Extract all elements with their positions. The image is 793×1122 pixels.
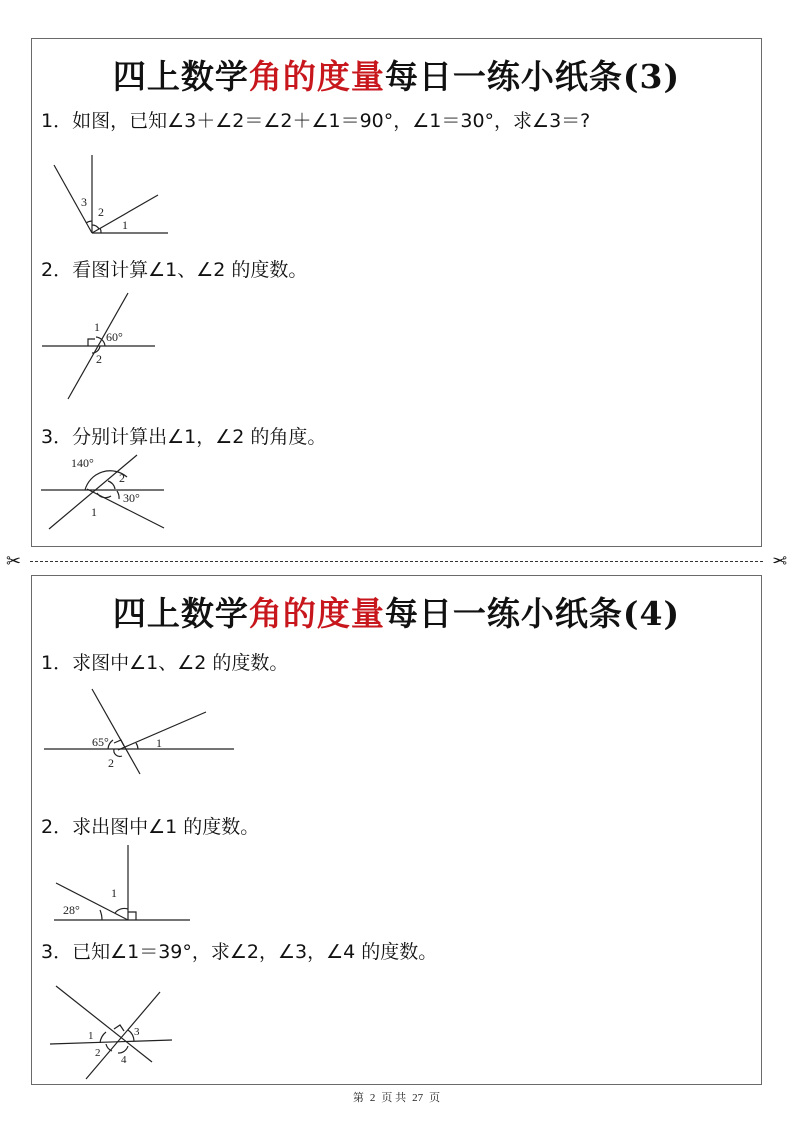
label-140-degrees: 140°	[71, 456, 94, 470]
page-footer	[0, 1089, 793, 1105]
right-angle-mark	[114, 1025, 124, 1031]
oblique-line-a	[56, 986, 152, 1062]
label-28-degrees: 28°	[63, 903, 80, 917]
angle-arc-28	[100, 910, 102, 920]
figure-angles-q3	[48, 984, 178, 1082]
question-3: 3．已知∠1＝39°，求∠2，∠3，∠4 的度数。	[41, 941, 438, 963]
label-angle-1: 1	[111, 886, 117, 900]
title-highlight: 角的度量	[248, 57, 385, 96]
label-angle-4: 4	[121, 1054, 127, 1066]
label-angle-1: 1	[156, 736, 162, 750]
title-suffix: 每日一练小纸条(3)	[384, 57, 681, 96]
question-2: 2．看图计算∠1、∠2 的度数。	[41, 259, 308, 281]
oblique-line	[92, 689, 140, 774]
label-angle-2: 2	[119, 471, 125, 485]
label-angle-3: 3	[134, 1026, 140, 1038]
title-prefix: 四上数学	[112, 594, 249, 633]
figure-angles-q1	[50, 151, 190, 237]
angle-arc-2	[92, 225, 99, 229]
angle-arc-1	[115, 908, 128, 913]
angle-arc-1	[97, 493, 111, 498]
right-angle-mark	[128, 912, 136, 920]
label-angle-2: 2	[96, 352, 102, 366]
scissors-icon: ✂	[771, 551, 787, 572]
right-angle-mark	[88, 339, 95, 346]
question-3: 3．分别计算出∠1，∠2 的角度。	[41, 426, 327, 448]
label-angle-1: 1	[91, 505, 97, 519]
angle-arc-4	[118, 1046, 128, 1053]
dashed-cut-line	[30, 561, 763, 562]
label-65-degrees: 65°	[92, 735, 109, 749]
angle-arc-2	[114, 749, 122, 756]
right-angle-mark	[114, 740, 124, 746]
title-highlight: 角的度量	[248, 594, 385, 633]
figure-angles-q2	[52, 843, 192, 925]
figure-angles-q2	[40, 289, 160, 405]
horizontal-line	[50, 1040, 172, 1044]
label-angle-2: 2	[95, 1047, 101, 1059]
label-angle-2: 2	[108, 756, 114, 770]
label-angle-2: 2	[98, 205, 104, 219]
total-pages: 27	[412, 1092, 424, 1104]
label-30-degrees: 30°	[123, 491, 140, 505]
scissors-icon: ✂	[6, 551, 22, 572]
angle-arc-2	[106, 1044, 112, 1051]
oblique-ray	[118, 712, 206, 750]
label-angle-1: 1	[122, 218, 128, 232]
card-title	[32, 51, 761, 98]
label-angle-3: 3	[81, 195, 87, 209]
figure-angles-q3	[39, 451, 169, 533]
question-1: 1．求图中∠1、∠2 的度数。	[41, 652, 289, 674]
angle-arc-1	[100, 1032, 106, 1043]
title-prefix: 四上数学	[112, 57, 249, 96]
page-number: 2	[369, 1092, 376, 1104]
footer-prefix: 第	[352, 1092, 364, 1104]
angle-arc-1	[100, 228, 101, 233]
question-1: 1．如图，已知∠3＋∠2＝∠2＋∠1＝90°，∠1＝30°，求∠3＝?	[41, 110, 591, 132]
angle-arc-3	[86, 221, 92, 223]
angle-arc-1	[136, 743, 138, 749]
cut-line-divider	[0, 553, 793, 571]
worksheet-card-4	[31, 575, 762, 1085]
footer-mid: 页 共	[381, 1092, 407, 1104]
angle-arc-2	[108, 481, 115, 489]
worksheet-card-3	[31, 38, 762, 547]
figure-angles-q1	[42, 686, 237, 778]
footer-suffix: 页	[429, 1092, 441, 1104]
label-angle-1: 1	[94, 320, 100, 334]
card-title	[32, 588, 761, 635]
title-suffix: 每日一练小纸条(4)	[384, 594, 681, 633]
question-2: 2．求出图中∠1 的度数。	[41, 816, 260, 838]
label-angle-1: 1	[88, 1030, 94, 1042]
label-60-degrees: 60°	[106, 330, 123, 344]
angle-arc-30	[117, 491, 119, 499]
